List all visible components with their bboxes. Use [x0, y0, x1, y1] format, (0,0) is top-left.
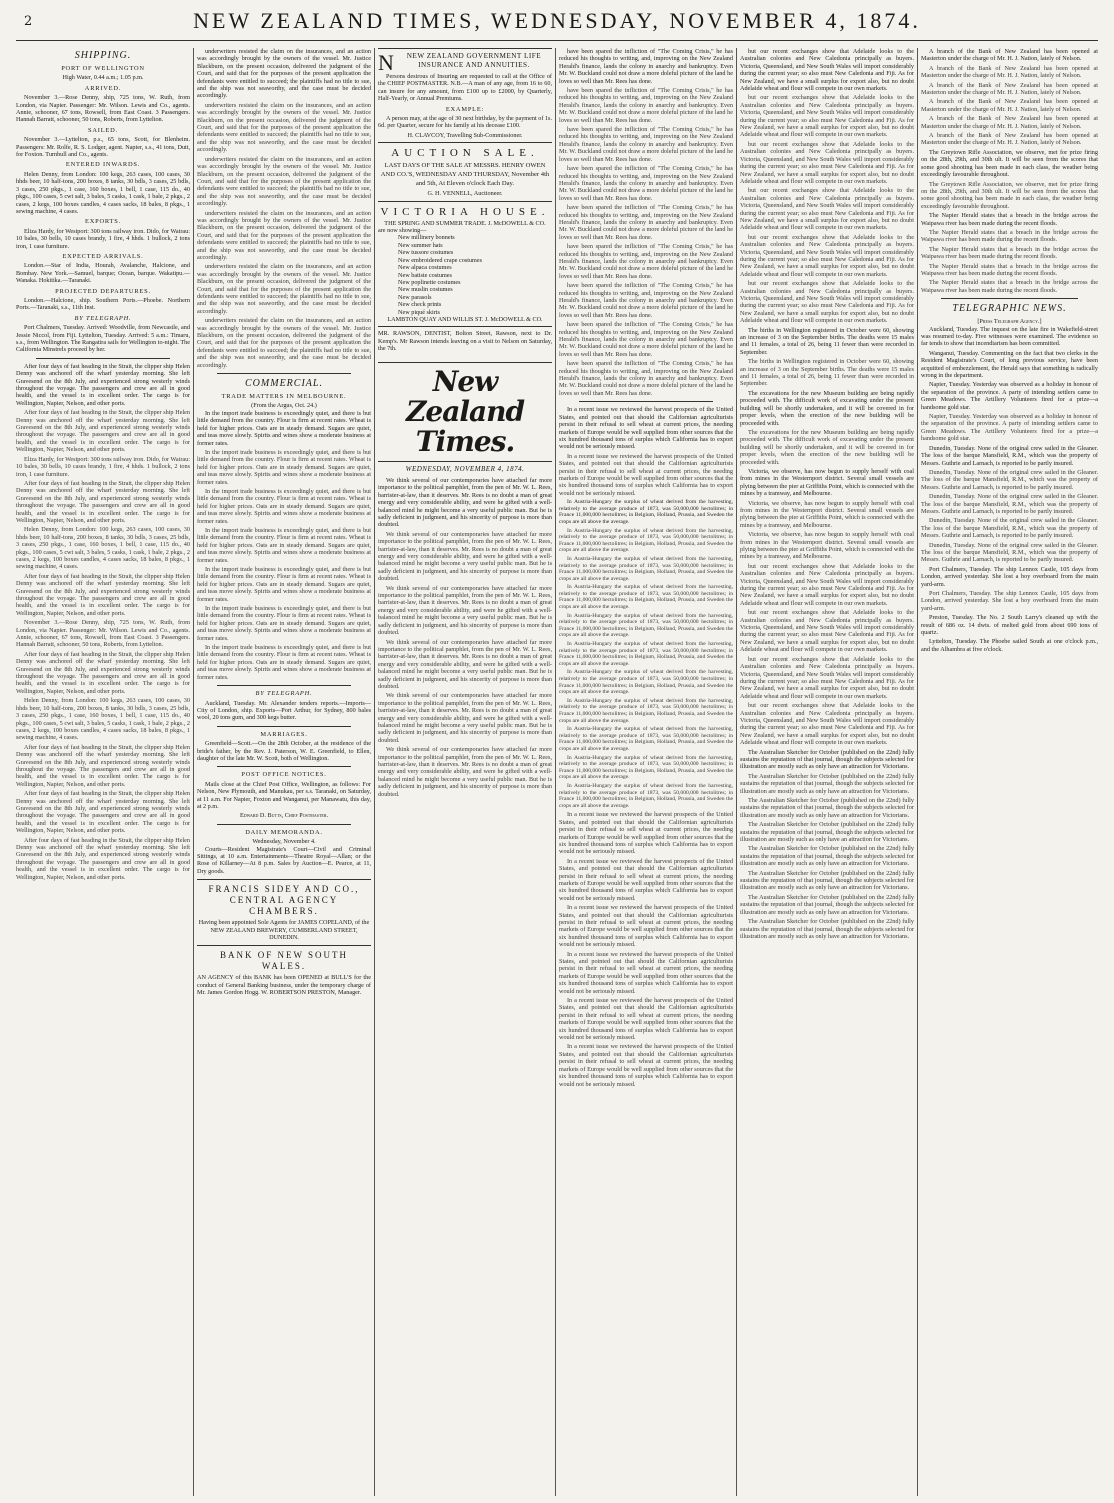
dunedin-continued: Dunedin, Tuesday. None of the original crew sailed in the Gleaner. The loss of the barque Mansfield, R.M., which was the property of Messrs. Guthrie and Larnach, is reported to be partly insured. [921, 517, 1098, 540]
section-title-shipping: SHIPPING. [74, 50, 132, 61]
sketcher-continued: The Australian Sketcher for October (published on the 22nd) fully sustains the reputation of that journal, though the subjects selected for illustration are mostly such as only have an attraction for Victorians. [740, 797, 914, 819]
drop-cap: N [378, 50, 394, 75]
editorial-continued: We think several of our contemporaries have attached far more importance to the political pamphlet, from the pen of Mr. W. L. Rees, barrister-at-law, than it deserves. Mr. Rees is no doubt a man of great energy and very considerable ability, and were he gifted with a well-balanced mind he might become a very useful public man. But he is sadly deficient in judgment, and his sincerity of purpose is more than doubted. [378, 746, 552, 798]
editorial-body-continued: have been spared the infliction of "The Coming Crisis," he has reduced his thoughts to writing, and, improving on the New Zealand Herald's finance, lands the colony in anarchy and bankruptcy. Even Mr. W. Buckland could not draw a more doleful picture of the land he loves so well than Mr. Rees has done. [559, 360, 733, 397]
dunedin-text: Dunedin, Tuesday. None of the original crew sailed in the Gleaner. The loss of the barque Mansfield, R.M., which was the property of Messrs. Guthrie and Larnach, is reported to be partly insured. [921, 444, 1098, 467]
local-news-continued: but our recent exchanges show that Adelaide looks to the Australian colonies and New Caledonia principally as buyers. Victoria, Queensland, and New South Wales will import considerably during the current year; so also must New Caledonia and Fiji. As for New Zealand, we have a small surplus for export also, but no doubt Adelaide wheat and flour will compete in our own markets. [740, 187, 914, 232]
ad-auction-signature: G. H. VENNELL, Auctioneer. [427, 190, 503, 198]
section-title-commercial: COMMERCIAL. [245, 378, 323, 390]
telegraph-text: Port Chalmers, Tuesday. Arrived: Woodville, from Newcastle, and Jessie Niccol, from Fiji. Lyttelton, Tuesday. Arrived: 5 a.m.: Timaru, s.s., from Wellington. The Rangatira sails for Wellington to-night. The California Minstrels proceed by her. [16, 324, 190, 354]
title-rule [378, 362, 552, 363]
shipping-body-continued: November 3.—Rose Denny, ship, 725 tons, W. Ruth, from London, via Napier. Passenger: Mr. Wilson. Lewis and Co., agents. Annie, schooner, 67 tons, Rowsell, from East Coast. 3 Passengers. Hannah Barratt, schooner, 50 tons, Roberts, from Lyttelton. [16, 619, 190, 649]
sketcher-continued: The Australian Sketcher for October (published on the 22nd) fully sustains the reputation of that journal, though the subjects selected for illustration are mostly such as only have an attraction for Victorians. [740, 918, 914, 940]
press-agency-heading: [Press Telegraph Agency.] [977, 318, 1042, 326]
editorial-continued: We think several of our contemporaries have attached far more importance to the political pamphlet, from the pen of Mr. W. L. Rees, barrister-at-law, than it deserves. Mr. Rees is no doubt a man of great energy and very considerable ability, and were he gifted with a well-balanced mind he might become a very useful public man. But he is sadly deficient in judgment, and his sincerity of purpose is more than doubted. [378, 638, 552, 690]
stats-text-continued: In Austria-Hungary the surplus of wheat derived from the harvesting, relatively to the average produce of 1873, was 50,000,000 hectolitres; in France 11,000,000 hectolitres; in Belgium, Holland, Prussia, and Sweden the crops are all above the average. [559, 726, 733, 752]
editorial-two-continued: In a recent issue we reviewed the harvest prospects of the United States, and pointed out that should the Californian agriculturists persist in their refusal to sell wheat at current prices, the needing markets of Europe would be well supplied from other sources that the six hundred thousand tons of surplus which California has to export would not be seriously missed. [559, 950, 733, 995]
editorial-continued: We think several of our contemporaries have attached far more importance to the political pamphlet, from the pen of Mr. W. L. Rees, barrister-at-law, than it deserves. Mr. Rees is no doubt a man of great energy and very considerable ability, and were he gifted with a well-balanced mind he might become a very useful public man. But he is sadly deficient in judgment, and his sincerity of purpose is more than doubted. [378, 584, 552, 637]
ad-victoria-house-intro: are now showing— [378, 227, 427, 235]
local-news-continued: but our recent exchanges show that Adelaide looks to the Australian colonies and New Caledonia principally as buyers. Victoria, Queensland, and New South Wales will import considerably during the current year; so also must New Caledonia and Fiji. As for New Zealand, we have a small surplus for export also, but no doubt Adelaide wheat and flour will compete in our own markets. [740, 94, 914, 139]
trade-text: In the import trade business is exceedingly quiet, and there is but little demand from the country. Flour is firm at recent rates. Wheat is held for higher prices. Oats are in steady demand. Sugars are quiet, and teas move slowly. Spirits and wines show a moderate business at former rates. [197, 409, 371, 447]
shipping-body-continued: After four days of fast heading in the Strait, the clipper ship Helen Denny was anchored off the wharf yesterday morning. She left Gravesend on the 8th July, and experienced strong westerly winds throughout the voyage. The passengers and crew are all in good health, and the vessel is in excellent order. The cargo is for Wellington, Napier, Nelson, and other ports. [16, 479, 190, 524]
port-chalmers-continued: Port Chalmers, Tuesday. The ship Lennox Castle, 105 days from London, arrived yesterday. She lost a boy overboard from the main yard-arm. [921, 590, 1098, 612]
editorial-two-continued: In a recent issue we reviewed the harvest prospects of the United States, and pointed out that should the Californian agriculturists persist in their refusal to sell wheat at current prices, the needing markets of Europe would be well supplied from other sources that the six hundred thousand tons of surplus which California has to export would not be seriously missed. [559, 904, 733, 949]
stats-text-continued: In Austria-Hungary the surplus of wheat derived from the harvesting, relatively to the average produce of 1873, was 50,000,000 hectolitres; in France 11,000,000 hectolitres; in Belgium, Holland, Prussia, and Sweden the crops are all above the average. [559, 641, 733, 667]
sketcher-continued: The Australian Sketcher for October (published on the 22nd) fully sustains the reputation of that journal, though the subjects selected for illustration are mostly such as only have an attraction for Victorians. [740, 869, 914, 892]
ad-auction [378, 142, 552, 200]
coal-note-continued: Victoria, we observe, has now begun to supply herself with coal from mines in the Westernport district. Several small vessels are plying between the pier at Griffiths Point, which is connected with the mines by a tramway, and Melbourne. [740, 531, 914, 561]
local-news-continued: but our recent exchanges show that Adelaide looks to the Australian colonies and New Caledonia principally as buyers. Victoria, Queensland, and New South Wales will import considerably during the current year; so also must New Caledonia and Fiji. As for New Zealand, we have a small surplus for export also, but no doubt Adelaide wheat and flour will compete in our own markets. [740, 233, 914, 278]
columns [16, 48, 1098, 1496]
divider [36, 358, 170, 359]
column-local-news [740, 48, 914, 1496]
telegraph-heading: BY TELEGRAPH. [74, 314, 132, 322]
ad-victoria-house-subtitle: THE SPRING AND SUMMER TRADE. J. McDOWELL & CO. [384, 219, 546, 227]
ad-victoria-house-item: New embroidered crape costumes [398, 256, 483, 264]
sketcher-continued: The Australian Sketcher for October (published on the 22nd) fully sustains the reputation of that journal, though the subjects selected for illustration are mostly such as only have an attraction for Victorians. [740, 893, 914, 916]
ad-life-insurance-example-heading: EXAMPLE: [445, 105, 485, 113]
marriages-text: Greenfield—Scott.—On the 28th October, at the residence of the bride's father, by the Rev. J. Paterson, W. E. Greenfield, to Ellen, daughter of the late Mr. W. Scott, both of Wellington. [197, 740, 371, 762]
shipping-body-continued: After four days of fast heading in the Strait, the clipper ship Helen Denny was anchored off the wharf yesterday morning. She left Gravesend on the 8th July, and experienced strong westerly winds throughout the voyage. The passengers and crew are all in good health, and the vessel is in excellent order. The cargo is for Wellington, Napier, Nelson, and other ports. [16, 743, 190, 788]
auckland-text: Auckland, Tuesday. The inquest on the late fire in Wakefield-street was resumed to-day. Five witnesses were examined. The evidence so far tends to show that incendiarism has been committed. [921, 325, 1098, 348]
ad-life-insurance-title: NEW ZEALAND GOVERNMENT LIFE INSURANCE AND ANNUITIES. [406, 52, 542, 69]
editorial-body-continued: have been spared the infliction of "The Coming Crisis," he has reduced his thoughts to writing, and, improving on the New Zealand Herald's finance, lands the colony in anarchy and bankruptcy. Even Mr. W. Buckland could not draw a more doleful picture of the land he loves so well than Mr. Rees has done. [559, 321, 733, 358]
editorial-two-continued: In a recent issue we reviewed the harvest prospects of the United States, and pointed out that should the Californian agriculturists persist in their refusal to sell wheat at current prices, the needing markets of Europe would be well supplied from other sources that the six hundred thousand tons of surplus which California has to export would not be seriously missed. [559, 1043, 733, 1088]
section-title-telegraphic-news: TELEGRAPHIC NEWS. [952, 303, 1067, 315]
ad-victoria-house-item: New summer hats [398, 241, 443, 249]
births-text: The births in Wellington registered in October were 60, showing an increase of 3 on the September births. The deaths were 15 males and 11 females, a total of 26, being 11 fewer than were recorded in September. [740, 326, 914, 356]
divider [217, 685, 351, 686]
divider [579, 401, 713, 402]
rifle-continued: The Greytown Rifle Association, we observe, met for prize firing on the 28th, 29th, and 30th ult. It will be seen from the scores that some good shooting has been made in each class, the weather being exceedingly favourable throughout. [921, 180, 1098, 210]
stats-text: In Austria-Hungary the surplus of wheat derived from the harvesting, relatively to the average produce of 1873, was 50,000,000 hectolitres; in France 11,000,000 hectolitres; in Belgium, Holland, Prussia, and Sweden the crops are all above the average. [559, 499, 733, 525]
coal-note-text: Victoria, we observe, has now begun to supply herself with coal from mines in the Westernport district. Several small vessels are plying between the pier at Griffiths Point, which is connected with the mines by a tramway, and Melbourne. [740, 467, 914, 498]
ad-victoria-house-item: New alpaca costumes [398, 264, 452, 272]
stats-text-continued: In Austria-Hungary the surplus of wheat derived from the harvesting, relatively to the average produce of 1873, was 50,000,000 hectolitres; in France 11,000,000 hectolitres; in Belgium, Holland, Prussia, and Sweden the crops are all above the average. [559, 754, 733, 781]
bridge-continued: The Napier Herald states that a breach in the bridge across the Waipawa river has been made during the recent floods. [921, 279, 1098, 294]
stats-text-continued: In Austria-Hungary the surplus of wheat derived from the harvesting, relatively to the average produce of 1873, was 50,000,000 hectolitres; in France 11,000,000 hectolitres; in Belgium, Holland, Prussia, and Sweden the crops are all above the average. [559, 555, 733, 582]
lyttelton-text: Lyttelton, Tuesday. The Phoebe sailed South at one o'clock p.m., and the Alhambra at five o'clock. [921, 638, 1098, 653]
divider [217, 373, 351, 374]
paper-title: New Zealand Times. [405, 364, 525, 458]
ad-victoria-house-item: New tussore costumes [398, 249, 454, 257]
shipping-body-continued: After four days of fast heading in the Strait, the clipper ship Helen Denny was anchored off the wharf yesterday morning. She left Gravesend on the 8th July, and experienced strong westerly winds throughout the voyage. The passengers and crew are all in good health, and the vessel is in excellent order. The cargo is for Wellington, Napier, Nelson, and other ports. [16, 836, 190, 881]
editorial-two-continued: In a recent issue we reviewed the harvest prospects of the United States, and pointed out that should the Californian agriculturists persist in their refusal to sell wheat at current prices, the needing markets of Europe would be well supplied from other sources that the six hundred thousand tons of surplus which California has to export would not be seriously missed. [559, 811, 733, 856]
editorial-two: In a recent issue we reviewed the harvest prospects of the United States, and pointed out that should the Californian agriculturists persist in their refusal to sell wheat at current prices, the needing markets of Europe would be well supplied from other sources that the six hundred thousand tons of surplus which California has to export would not be seriously missed. [559, 406, 733, 451]
local-items-continued: A branch of the Bank of New Zealand has been opened at Masterton under the charge of Mr. H. J. Nation, lately of Nelson. [921, 64, 1098, 80]
exports-heading: EXPORTS. [84, 218, 122, 226]
editorial-continued: We think several of our contemporaries have attached far more importance to the political pamphlet, from the pen of Mr. W. L. Rees, barrister-at-law, than it deserves. Mr. Rees is no doubt a man of great energy and very considerable ability, and were he gifted with a well-balanced mind he might become a very useful public man. But he is sadly deficient in judgment, and his sincerity of purpose is more than doubted. [378, 530, 552, 583]
editorial-body-continued: have been spared the infliction of "The Coming Crisis," he has reduced his thoughts to writing, and, improving on the New Zealand Herald's finance, lands the colony in anarchy and bankruptcy. Even Mr. W. Buckland could not draw a more doleful picture of the land he loves so well than Mr. Rees has done. [559, 165, 733, 202]
masthead [0, 0, 1114, 44]
editorial-continued: We think several of our contemporaries have attached far more importance to the political pamphlet, from the pen of Mr. W. L. Rees, barrister-at-law, than it deserves. Mr. Rees is no doubt a man of great energy and very considerable ability, and were he gifted with a well-balanced mind he might become a very useful public man. But he is sadly deficient in judgment, and his sincerity of purpose is more than doubted. [378, 692, 552, 744]
ad-victoria-house-item: New parasols [398, 293, 432, 301]
dunedin-continued: Dunedin, Tuesday. None of the original crew sailed in the Gleaner. The loss of the barque Mansfield, R.M., which was the property of Messrs. Guthrie and Larnach, is reported to be partly insured. [921, 541, 1098, 564]
editorial-body: have been spared the infliction of "The Coming Crisis," he has reduced his thoughts to writing, and, improving on the New Zealand Herald's finance, lands the colony in anarchy and bankruptcy. Even Mr. W. Buckland could not draw a more doleful picture of the land he loves so well than Mr. Rees has done. [559, 48, 733, 85]
title-rule [378, 461, 552, 462]
local-items-continued: A branch of the Bank of New Zealand has been opened at Masterton under the charge of Mr. H. J. Nation, lately of Nelson. [921, 132, 1098, 147]
column-rule [917, 48, 918, 1496]
ad-victoria-house-item: New piqué skirts [398, 308, 440, 316]
column-rule [555, 48, 556, 1496]
ad-victoria-house-item: New millinery bonnets [398, 234, 455, 242]
page-number: 2 [24, 14, 33, 29]
entered-heading: ENTERED INWARDS. [65, 161, 141, 169]
column-shipping [16, 48, 190, 1496]
column-telegraphic-news [921, 48, 1098, 1496]
ad-dentist-text: MR. RAWSON, DENTIST, Bolton Street, Rawson, next to Dr. Kemp's. Mr Rawson intends leaving on a visit to Nelson on Saturday, the 7th. [378, 330, 552, 353]
column-commercial [197, 48, 371, 1496]
column-rule [374, 48, 375, 1496]
trade-text-continued: In the import trade business is exceedingly quiet, and there is but little demand from the country. Flour is firm at recent rates. Wheat is held for higher prices. Oats are in steady demand. Sugars are quiet, and teas move slowly. Spirits and wines show a moderate business at former rates. [197, 487, 371, 525]
ad-victoria-house [378, 201, 552, 327]
ad-victoria-house-signature: LAMBTON QUAY AND WILLIS ST. J. McDOWELL & CO. [387, 315, 543, 323]
memoranda-heading: DAILY MEMORANDA. [245, 828, 323, 836]
editorial-text: We think several of our contemporaries have attached far more importance to the political pamphlet, from the pen of Mr. W. L. Rees, barrister-at-law, than it deserves. Mr. Rees is no doubt a man of great energy and very considerable ability, and were he gifted with a well-balanced mind he might become a very useful public man. But he is sadly deficient in judgment, and his sincerity of purpose is more than doubted. [378, 476, 552, 529]
trade-text-continued: In the import trade business is exceedingly quiet, and there is but little demand from the country. Flour is firm at recent rates. Wheat is held for higher prices. Oats are in steady demand. Sugars are quiet, and teas move slowly. Spirits and wines show a moderate business at former rates. [197, 644, 371, 681]
napier-text: Napier, Tuesday. Yesterday was observed as a holiday in honour of the separation of the province. A party of intending settlers came to Green Meadows. The Artillery Volunteers fired for a prize—a handsome gold star. [921, 381, 1098, 411]
masthead-rule [16, 40, 1098, 41]
ad-life-insurance-signature: H. CLAVCOY, Travelling Sub-Commissioner. [407, 131, 523, 139]
editorial-body-continued: have been spared the infliction of "The Coming Crisis," he has reduced his thoughts to writing, and, improving on the New Zealand Herald's finance, lands the colony in anarchy and bankruptcy. Even Mr. W. Buckland could not draw a more doleful picture of the land he loves so well than Mr. Rees has done. [559, 204, 733, 241]
local-items-continued: A branch of the Bank of New Zealand has been opened at Masterton under the charge of Mr. H. J. Nation, lately of Nelson. [921, 115, 1098, 130]
law-report-continued: underwriters resisted the claim on the insurances, and an action was accordingly brought by the owners of the vessel. Mr. Justice Blackburn, on the present occasion, delivered the judgment of the Court, and said that for the purposes of the present application the defendants were entitled to succeed; the plaintiffs had no title to sue, and the ship was not seaworthy, and the case must be decided accordingly. [197, 317, 371, 369]
column-editorial [559, 48, 733, 1496]
sailed-heading: SAILED. [88, 126, 118, 134]
local-news-continued: but our recent exchanges show that Adelaide looks to the Australian colonies and New Caledonia principally as buyers. Victoria, Queensland, and New South Wales will import considerably during the current year; so also must New Caledonia and Fiji. As for New Zealand, we have a small surplus for export also, but no doubt Adelaide wheat and flour will compete in our own markets. [740, 609, 914, 654]
post-office-signature: Edward D. Butts, Chief Postmaster. [239, 812, 329, 820]
masthead-title: NEW ZEALAND TIMES, WEDNESDAY, NOVEMBER 4, 1874. [193, 8, 921, 33]
local-items-continued: A branch of the Bank of New Zealand has been opened at Masterton under the charge of Mr. H. J. Nation, lately of Nelson. [921, 81, 1098, 97]
divider [217, 824, 351, 825]
telegraph-heading: BY TELEGRAPH. [255, 690, 313, 698]
bridge-text: The Napier Herald states that a breach in the bridge across the Waipawa river has been made during the recent floods. [921, 212, 1098, 227]
bridge-continued: The Napier Herald states that a breach in the bridge across the Waipawa river has been made during the recent floods. [921, 262, 1098, 277]
law-report-text: underwriters resisted the claim on the insurances, and an action was accordingly brought by the owners of the vessel. Mr. Justice Blackburn, on the present occasion, delivered the judgment of the Court, and said that for the purposes of the present application the defendants were entitled to succeed; the plaintiffs had no title to sue, and the ship was not seaworthy, and the case must be decided accordingly. [197, 48, 371, 100]
post-office-heading: POST OFFICE NOTICES. [241, 771, 327, 779]
arrived-text: November 3.—Rose Denny, ship, 725 tons, W. Ruth, from London, via Napier. Passenger: Mr. Wilson. Lewis and Co., agents. Annie, schooner, 67 tons, Rowsell, from East Coast. 3 Passengers. Hannah Barratt, schooner, 50 tons, Roberts, from Lyttelton. [16, 94, 190, 124]
editorial-two-continued: In a recent issue we reviewed the harvest prospects of the United States, and pointed out that should the Californian agriculturists persist in their refusal to sell wheat at current prices, the needing markets of Europe would be well supplied from other sources that the six hundred thousand tons of surplus which California has to export would not be seriously missed. [559, 997, 733, 1042]
projected-text: London.—Halcione, ship. Southern Ports.—Phoebe. Northern Ports.—Taranaki, s.s., 11th Inst. [16, 296, 190, 312]
divider [217, 726, 351, 727]
stats-text-continued: In Austria-Hungary the surplus of wheat derived from the harvesting, relatively to the average produce of 1873, was 50,000,000 hectolitres; in France 11,000,000 hectolitres; in Belgium, Holland, Prussia, and Sweden the crops are all above the average. [559, 782, 733, 809]
editorial-body-continued: have been spared the infliction of "The Coming Crisis," he has reduced his thoughts to writing, and, improving on the New Zealand Herald's finance, lands the colony in anarchy and bankruptcy. Even Mr. W. Buckland could not draw a more doleful picture of the land he loves so well than Mr. Rees has done. [559, 243, 733, 280]
sailed-text: November 3.—Lyttelton, p.s., 65 tons, Scott, for Blenheim. Passengers: Mr. Rolfe, R. S. Lodger, agent. Napier, s.s., 41 tons, Dutt, for Foxton. Turnbull and Co., agents. [16, 136, 190, 159]
rifle-text: The Greytown Rifle Association, we observe, met for prize firing on the 28th, 29th, and 30th ult. It will be seen from the scores that some good shooting has been made in each class, the weather being exceedingly favourable throughout. [921, 148, 1098, 179]
trade-text-continued: In the import trade business is exceedingly quiet, and there is but little demand from the country. Flour is firm at recent rates. Wheat is held for higher prices. Oats are in steady demand. Sugars are quiet, and teas move slowly. Spirits and wines show a moderate business at former rates. [197, 448, 371, 486]
law-report-continued: underwriters resisted the claim on the insurances, and an action was accordingly brought by the owners of the vessel. Mr. Justice Blackburn, on the present occasion, delivered the judgment of the Court, and said that for the purposes of the present application the defendants were entitled to succeed; the plaintiffs had no title to sue, and the ship was not seaworthy, and the case must be decided accordingly. [197, 101, 371, 154]
exports-text: Eliza Hardy, for Westport: 300 tons railway iron. Dido, for Wairau: 10 bales, 30 bells, 10 cases brandy, 1 fire, 4 hhds. 1 bullock, 2 tons iron, 1 case furniture. [16, 227, 190, 250]
preston-text: Preston, Tuesday. The No. 2 South Larry's cleaned up with the result of 686 oz. 14 dwts. of melted gold from about 690 tons of quartz. [921, 614, 1098, 637]
trade-text-continued: In the import trade business is exceedingly quiet, and there is but little demand from the country. Flour is firm at recent rates. Wheat is held for higher prices. Oats are in steady demand. Sugars are quiet, and teas move slowly. Spirits and wines show a moderate business at former rates. [197, 526, 371, 564]
shipping-body-continued: After four days of fast heading in the Strait, the clipper ship Helen Denny was anchored off the wharf yesterday morning. She left Gravesend on the 8th July, and experienced strong westerly winds throughout the voyage. The passengers and crew are all in good health, and the vessel is in excellent order. The cargo is for Wellington, Napier, Nelson, and other ports. [16, 790, 190, 835]
editorial-two-continued: In a recent issue we reviewed the harvest prospects of the United States, and pointed out that should the Californian agriculturists persist in their refusal to sell wheat at current prices, the needing markets of Europe would be well supplied from other sources that the six hundred thousand tons of surplus which California has to export would not be seriously missed. [559, 452, 733, 497]
wanganui-text: Wanganui, Tuesday. Commenting on the fact that two clerks in the Resident Magistrate's Court, of long previous service, have been acquitted of embezzlement, the Herald says that something is radically wrong in the department. [921, 349, 1098, 380]
memoranda-date: Wednesday, November 4. [252, 838, 316, 846]
museum-text: The excavations for the new Museum building are being rapidly proceeded with. The difficult work of excavating under the present building will be shortly undertaken, and it will be covered in for proper levels, when the erection of the new building will be proceeded with. [740, 389, 914, 427]
sketcher-continued: The Australian Sketcher for October (published on the 22nd) fully sustains the reputation of that journal, though the subjects selected for illustration are mostly such as only have an attraction for Victorians. [740, 845, 914, 868]
ad-auction-title: AUCTION SALE. [391, 147, 539, 160]
shipping-body-continued: After four days of fast heading in the Strait, the clipper ship Helen Denny was anchored off the wharf yesterday morning. She left Gravesend on the 8th July, and experienced strong westerly winds throughout the voyage. The passengers and crew are all in good health, and the vessel is in excellent order. The cargo is for Wellington, Napier, Nelson, and other ports. [16, 409, 190, 454]
law-report-continued: underwriters resisted the claim on the insurances, and an action was accordingly brought by the owners of the vessel. Mr. Justice Blackburn, on the present occasion, delivered the judgment of the Court, and said that for the purposes of the present application the defendants were entitled to succeed; the plaintiffs had no title to sue, and the ship was not seaworthy, and the case must be decided accordingly. [197, 155, 371, 208]
ad-victoria-house-title: VICTORIA HOUSE. [380, 205, 550, 218]
dunedin-continued: Dunedin, Tuesday. None of the original crew sailed in the Gleaner. The loss of the barque Mansfield, R.M., which was the property of Messrs. Guthrie and Larnach, is reported to be partly insured. [921, 468, 1098, 491]
trade-heading: TRADE MATTERS IN MELBOURNE. [221, 393, 347, 401]
ad-central-agency-text: Having been appointed Sole Agents for JAMES COPELAND, of the NEW ZEALAND BREWERY, CUMBERLAND STREET, DUNEDIN. [198, 919, 370, 942]
local-items-continued: A branch of the Bank of New Zealand has been opened at Masterton under the charge of Mr. H. J. Nation, lately of Nelson. [921, 98, 1098, 113]
ad-life-insurance-example: A person may, at the age of 30 next birthday, by the payment of 1s. 6d. per Quarter, secure for his family at his decease £100. [378, 115, 552, 130]
editorial-body-continued: have been spared the infliction of "The Coming Crisis," he has reduced his thoughts to writing, and, improving on the New Zealand Herald's finance, lands the colony in anarchy and bankruptcy. Even Mr. W. Buckland could not draw a more doleful picture of the land he loves so well than Mr. Rees has done. [559, 87, 733, 124]
law-report-continued: underwriters resisted the claim on the insurances, and an action was accordingly brought by the owners of the vessel. Mr. Justice Blackburn, on the present occasion, delivered the judgment of the Court, and said that for the purposes of the present application the defendants were entitled to succeed; the plaintiffs had no title to sue, and the ship was not seaworthy, and the case must be decided accordingly. [197, 209, 371, 261]
shipping-body-continued: Helen Denny, from London: 100 kegs, 263 cases, 100 cases, 30 hhds beer, 10 half-tons, 200 boxes, 8 tanks, 30 bdls, 3 cases, 25 bdls, 3 cases, 250 pkgs., 1 case, 160 boxes, 1 bell, 1 case, 115 do., 40 pkgs., 100 cases, 5 cwt salt, 3 bales, 5 casks, 1 cask, 1 bale, 2 pkgs., 2 cases, 2 kegs, 100 boxes candles, 4 cases sacks, 18 bales, 8 pkgs., 1 sewing machine, 4 cases. [16, 526, 190, 571]
post-office-text: Mails close at the Chief Post Office, Wellington, as follows: For Nelson, New Plymouth, and Manukau, per s.s. Taranaki, on Saturday, at 11 a.m. For Napier, Foxton and Wanganui, per Manawatu, this day, at 2 p.m. [197, 780, 371, 810]
marriages-heading: MARRIAGES. [260, 730, 308, 738]
high-water: High Water, 0.44 a.m.; 1.05 p.m. [62, 74, 144, 82]
expected-text: London.—Star of India, Hourah, Avalanche, Halcione, and Bombay. New York.—Samuel, barque; Ocean, barque. Wakatipu.—Wanaka. Hokitika.—Taranaki. [16, 262, 190, 285]
memoranda-text: Courts—Resident Magistrate's Court—Civil and Criminal Sittings, at 10 a.m. Entertainments—Theatre Royal—Allan; or the Rose of Killarney—At 8 p.m. Sales by Auction—E. Pearce, at 11, Dry goods. [197, 845, 371, 875]
entered-text: Helen Denny, from London: 100 kegs, 263 cases, 100 cases, 30 hhds beer, 10 half-tons, 200 boxes, 8 tanks, 30 bdls, 3 cases, 25 bdls, 3 cases, 250 pkgs., 1 case, 160 boxes, 1 bell, 1 case, 115 do., 40 pkgs., 100 cases, 5 cwt salt, 3 bales, 5 casks, 1 cask, 1 bale, 2 pkgs., 2 cases, 2 kegs, 100 boxes candles, 4 cases sacks, 18 bales, 8 pkgs., 1 sewing machine, 4 cases. [16, 170, 190, 215]
shipping-body-continued: Helen Denny, from London: 100 kegs, 263 cases, 100 cases, 30 hhds beer, 10 half-tons, 200 boxes, 8 tanks, 30 bdls, 3 cases, 25 bdls, 3 cases, 250 pkgs., 1 case, 160 boxes, 1 bell, 1 case, 115 do., 40 pkgs., 100 cases, 5 cwt salt, 3 bales, 5 casks, 1 cask, 1 bale, 2 pkgs., 2 cases, 2 kegs, 100 boxes candles, 4 cases sacks, 18 bales, 8 pkgs., 1 sewing machine, 4 cases. [16, 697, 190, 742]
editorial-two-continued: In a recent issue we reviewed the harvest prospects of the United States, and pointed out that should the Californian agriculturists persist in their refusal to sell wheat at current prices, the needing markets of Europe would be well supplied from other sources that the six hundred thousand tons of surplus which California has to export would not be seriously missed. [559, 857, 733, 902]
sketcher-continued: The Australian Sketcher for October (published on the 22nd) fully sustains the reputation of that journal, though the subjects selected for illustration are mostly such as only have an attraction for Victorians. [740, 772, 914, 795]
ad-victoria-house-item: New poplinette costumes [398, 278, 461, 286]
shipping-body-continued: Eliza Hardy, for Westport: 300 tons railway iron. Dido, for Wairau: 10 bales, 30 bells, 10 cases brandy, 1 fire, 4 hhds. 1 bullock, 2 tons iron, 1 case furniture. [16, 455, 190, 478]
ad-bank-text: AN AGENCY of this BANK has been OPENED at BULL'S for the conduct of General Banking business, under the temporary charge of Mr. James Gordon Hogg. W. ROBERTSON PRESTON, Manager. [197, 974, 371, 997]
sketcher-text: The Australian Sketcher for October (published on the 22nd) fully sustains the reputation of that journal, though the subjects selected for illustration are mostly such as only have an attraction for Victorians. [740, 748, 914, 771]
column-rule [193, 48, 194, 1496]
local-news-continued: but our recent exchanges show that Adelaide looks to the Australian colonies and New Caledonia principally as buyers. Victoria, Queensland, and New South Wales will import considerably during the current year; so also must New Caledonia and Fiji. As for New Zealand, we have a small surplus for export also, but no doubt Adelaide wheat and flour will compete in our own markets. [740, 562, 914, 607]
column-rule [736, 48, 737, 1496]
ad-bank: BANK OF NEW SOUTH WALES. [219, 950, 349, 972]
editorial-body-continued: have been spared the infliction of "The Coming Crisis," he has reduced his thoughts to writing, and, improving on the New Zealand Herald's finance, lands the colony in anarchy and bankruptcy. Even Mr. W. Buckland could not draw a more doleful picture of the land he loves so well than Mr. Rees has done. [559, 126, 733, 163]
local-news-continued: but our recent exchanges show that Adelaide looks to the Australian colonies and New Caledonia principally as buyers. Victoria, Queensland, and New South Wales will import considerably during the current year; so also must New Caledonia and Fiji. As for New Zealand, we have a small surplus for export also, but no doubt Adelaide wheat and flour will compete in our own markets. [740, 280, 914, 325]
bridge-continued: The Napier Herald states that a breach in the bridge across the Waipawa river has been made during the recent floods. [921, 228, 1098, 244]
ad-rule [197, 879, 371, 880]
telegraph-text: Auckland, Tuesday. Mr. Alexander tenders reports.—Imports—City of London, ship. Exports—Port Arthur, for Sydney, 800 bales wool, 20 tons gum, and 300 kegs butter. [197, 699, 371, 722]
ad-victoria-house-item: New batiste costumes [398, 271, 452, 279]
bridge-continued: The Napier Herald states that a breach in the bridge across the Waipawa river has been made during the recent floods. [921, 245, 1098, 261]
stats-text-continued: In Austria-Hungary the surplus of wheat derived from the harvesting, relatively to the average produce of 1873, was 50,000,000 hectolitres; in France 11,000,000 hectolitres; in Belgium, Holland, Prussia, and Sweden the crops are all above the average. [559, 612, 733, 639]
ad-dentist [378, 326, 552, 357]
stats-text-continued: In Austria-Hungary the surplus of wheat derived from the harvesting, relatively to the average produce of 1873, was 50,000,000 hectolitres; in France 11,000,000 hectolitres; in Belgium, Holland, Prussia, and Sweden the crops are all above the average. [559, 527, 733, 554]
ad-life-insurance [378, 48, 552, 142]
arrived-heading: ARRIVED. [84, 84, 122, 92]
trade-text-continued: In the import trade business is exceedingly quiet, and there is but little demand from the country. Flour is firm at recent rates. Wheat is held for higher prices. Oats are in steady demand. Sugars are quiet, and teas move slowly. Spirits and wines show a moderate business at former rates. [197, 566, 371, 603]
column-advertisements [378, 48, 552, 1496]
editorial-body-continued: have been spared the infliction of "The Coming Crisis," he has reduced his thoughts to writing, and, improving on the New Zealand Herald's finance, lands the colony in anarchy and bankruptcy. Even Mr. W. Buckland could not draw a more doleful picture of the land he loves so well than Mr. Rees has done. [559, 282, 733, 319]
sketcher-continued: The Australian Sketcher for October (published on the 22nd) fully sustains the reputation of that journal, though the subjects selected for illustration are mostly such as only have an attraction for Victorians. [740, 821, 914, 844]
ad-rule [197, 945, 371, 946]
shipping-body-continued: After four days of fast heading in the Strait, the clipper ship Helen Denny was anchored off the wharf yesterday morning. She left Gravesend on the 8th July, and experienced strong westerly winds throughout the voyage. The passengers and crew are all in good health, and the vessel is in excellent order. The cargo is for Wellington, Napier, Nelson, and other ports. [16, 650, 190, 695]
local-news-text: but our recent exchanges show that Adelaide looks to the Australian colonies and New Caledonia principally as buyers. Victoria, Queensland, and New South Wales will import considerably during the current year; so also must New Caledonia and Fiji. As for New Zealand, we have a small surplus for export also, but no doubt Adelaide wheat and flour will compete in our own markets. [740, 48, 914, 93]
trade-source: (From the Argus, Oct. 24.) [251, 402, 317, 410]
local-news-continued: but our recent exchanges show that Adelaide looks to the Australian colonies and New Caledonia principally as buyers. Victoria, Queensland, and New South Wales will import considerably during the current year; so also must New Caledonia and Fiji. As for New Zealand, we have a small surplus for export also, but no doubt Adelaide wheat and flour will compete in our own markets. [740, 655, 914, 700]
shipping-body: After four days of fast heading in the Strait, the clipper ship Helen Denny was anchored off the wharf yesterday morning. She left Gravesend on the 8th July, and experienced strong westerly winds throughout the voyage. The passengers and crew are all in good health, and the vessel is in excellent order. The cargo is for Wellington, Napier, Nelson, and other ports. [16, 362, 190, 407]
expected-heading: EXPECTED ARRIVALS. [62, 252, 144, 260]
stats-text-continued: In Austria-Hungary the surplus of wheat derived from the harvesting, relatively to the average produce of 1873, was 50,000,000 hectolitres; in France 11,000,000 hectolitres; in Belgium, Holland, Prussia, and Sweden the crops are all above the average. [559, 669, 733, 696]
local-news-continued: but our recent exchanges show that Adelaide looks to the Australian colonies and New Caledonia principally as buyers. Victoria, Queensland, and New South Wales will import considerably during the current year; so also must New Caledonia and Fiji. As for New Zealand, we have a small surplus for export also, but no doubt Adelaide wheat and flour will compete in our own markets. [740, 140, 914, 185]
bank-branch-text: A branch of the Bank of New Zealand has been opened at Masterton under the charge of Mr. H. J. Nation, lately of Nelson. [921, 48, 1098, 63]
port-heading: PORT OF WELLINGTON [61, 65, 145, 72]
births-continued: The births in Wellington registered in October were 60, showing an increase of 3 on the September births. The deaths were 15 males and 11 females, a total of 26, being 11 fewer than were recorded in September. [740, 358, 914, 388]
law-report-continued: underwriters resisted the claim on the insurances, and an action was accordingly brought by the owners of the vessel. Mr. Justice Blackburn, on the present occasion, delivered the judgment of the Court, and said that for the purposes of the present application the defendants were entitled to succeed; the plaintiffs had no title to sue, and the ship was not seaworthy, and the case must be decided accordingly. [197, 263, 371, 315]
ad-central-agency: FRANCIS SIDEY AND CO., CENTRAL AGENCY CHAMBERS. [208, 884, 360, 917]
local-news-continued: but our recent exchanges show that Adelaide looks to the Australian colonies and New Caledonia principally as buyers. Victoria, Queensland, and New South Wales will import considerably during the current year; so also must New Caledonia and Fiji. As for New Zealand, we have a small surplus for export also, but no doubt Adelaide wheat and flour will compete in our own markets. [740, 702, 914, 747]
trade-text-continued: In the import trade business is exceedingly quiet, and there is but little demand from the country. Flour is firm at recent rates. Wheat is held for higher prices. Oats are in steady demand. Sugars are quiet, and teas move slowly. Spirits and wines show a moderate business at former rates. [197, 605, 371, 642]
divider [217, 766, 351, 767]
ad-victoria-house-item: New check prints [398, 301, 442, 309]
ad-auction-text: LAST DAYS OF THE SALE AT MESSRS. HENRY OWEN AND CO.'S, WEDNESDAY AND THURSDAY, November 4th and 5th, At Eleven o'clock Each Day. [380, 162, 550, 188]
port-chalmers-text: Port Chalmers, Tuesday. The ship Lennox Castle, 105 days from London, arrived yesterday. She lost a boy overboard from the main yard-arm. [921, 565, 1098, 588]
coal-note-continued: Victoria, we observe, has now begun to supply herself with coal from mines in the Westernport district. Several small vessels are plying between the pier at Griffiths Point, which is connected with the mines by a tramway, and Melbourne. [740, 499, 914, 529]
dunedin-continued: Dunedin, Tuesday. None of the original crew sailed in the Gleaner. The loss of the barque Mansfield, R.M., which was the property of Messrs. Guthrie and Larnach, is reported to be partly insured. [921, 493, 1098, 515]
shipping-body-continued: After four days of fast heading in the Strait, the clipper ship Helen Denny was anchored off the wharf yesterday morning. She left Gravesend on the 8th July, and experienced strong westerly winds throughout the voyage. The passengers and crew are all in good health, and the vessel is in excellent order. The cargo is for Wellington, Napier, Nelson, and other ports. [16, 572, 190, 617]
projected-heading: PROJECTED DEPARTURES. [55, 287, 151, 295]
stats-text-continued: In Austria-Hungary the surplus of wheat derived from the harvesting, relatively to the average produce of 1873, was 50,000,000 hectolitres; in France 11,000,000 hectolitres; in Belgium, Holland, Prussia, and Sweden the crops are all above the average. [559, 584, 733, 611]
ad-life-insurance-text: Persons desirous of Insuring are requested to call at the Office of the CHIEF POSTMASTER. N.B.—A man of any age, from 16 to 60, can insure for any amount, from £100 up to £2000, by Quarterly, Half-Yearly, or Annual Premiums. [378, 73, 552, 103]
editorial-dateline: WEDNESDAY, NOVEMBER 4, 1874. [405, 464, 525, 473]
divider [941, 298, 1078, 299]
napier-continued: Napier, Tuesday. Yesterday was observed as a holiday in honour of the separation of the province. A party of intending settlers came to Green Meadows. The Artillery Volunteers fired for a prize—a handsome gold star. [921, 413, 1098, 443]
museum-continued: The excavations for the new Museum building are being rapidly proceeded with. The difficult work of excavating under the present building will be shortly undertaken, and it will be covered in for proper levels, when the erection of the new building will be proceeded with. [740, 428, 914, 466]
stats-text-continued: In Austria-Hungary the surplus of wheat derived from the harvesting, relatively to the average produce of 1873, was 50,000,000 hectolitres; in France 11,000,000 hectolitres; in Belgium, Holland, Prussia, and Sweden the crops are all above the average. [559, 697, 733, 724]
ad-victoria-house-item: New muslin costumes [398, 286, 453, 294]
